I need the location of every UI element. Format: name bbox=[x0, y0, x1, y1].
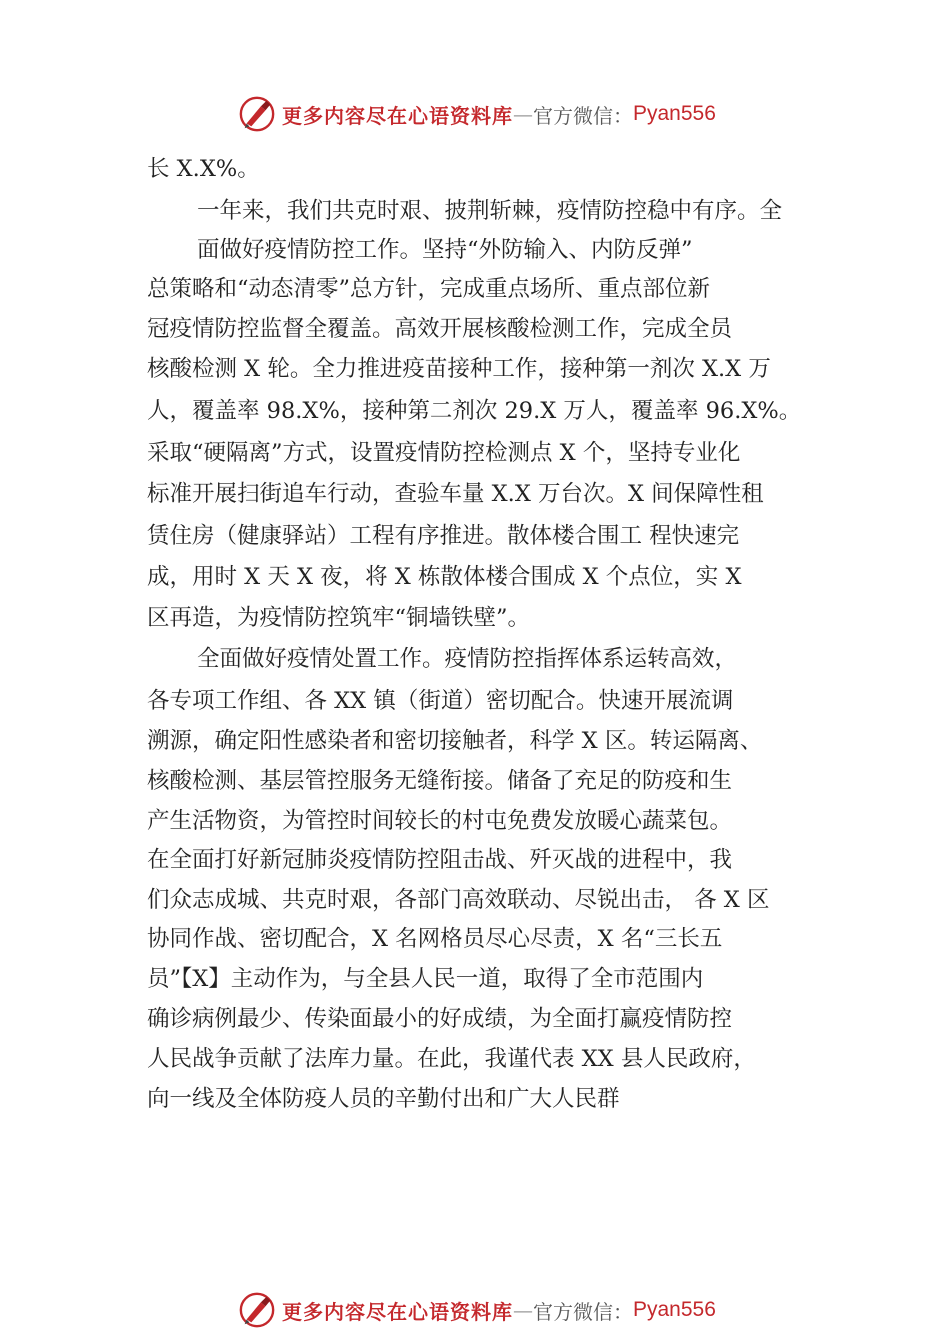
header-wechat-id: Pyan556 bbox=[633, 102, 716, 125]
body-line: 协同作战、密切配合，X 名网格员尽心尽责，X 名“三长五 bbox=[147, 926, 723, 952]
footer-wechat-id: Pyan556 bbox=[633, 1298, 716, 1321]
body-line: 向一线及全体防疫人员的辛勤付出和广大人民群 bbox=[147, 1086, 620, 1112]
header-wechat-label: 官方微信： bbox=[533, 103, 633, 128]
header-separator: — bbox=[513, 102, 533, 126]
footer-banner[interactable] bbox=[238, 1290, 716, 1330]
header-site-text: 更多内容尽在心语资料库 bbox=[282, 103, 513, 128]
body-line: 核酸检测 X 轮。全力推进疫苗接种工作，接种第一剂次 X.X 万 bbox=[147, 356, 771, 382]
body-line: 区再造，为疫情防控筑牢“铜墙铁壁”。 bbox=[147, 605, 531, 631]
body-line: 溯源，确定阳性感染者和密切接触者，科学 X 区。转运隔离、 bbox=[147, 728, 763, 754]
body-line: 标准开展扫街追车行动，查验车量 X.X 万台次。X 间保障性租 bbox=[147, 481, 764, 507]
body-line: 长 X.X%。 bbox=[147, 156, 260, 182]
body-line: 成，用时 X 天 X 夜，将 X 栋散体楼合围成 X 个点位，实 X bbox=[147, 564, 742, 590]
body-line: 赁住房（健康驿站）工程有序推进。散体楼合围工 程快速完 bbox=[147, 523, 740, 549]
body-line: 冠疫情防控监督全覆盖。高效开展核酸检测工作，完成全员 bbox=[147, 316, 733, 342]
body-line: 人民战争贡献了法库力量。在此，我谨代表 XX 县人民政府， bbox=[147, 1046, 756, 1072]
body-line: 采取“硬隔离”方式，设置疫情防控检测点 X 个，坚持专业化 bbox=[147, 440, 741, 466]
body-line: 全面做好疫情处置工作。疫情防控指挥体系运转高效， bbox=[197, 646, 738, 672]
body-line: 在全面打好新冠肺炎疫情防控阻击战、歼灭战的进程中，我 bbox=[147, 847, 733, 873]
body-line: 总策略和“动态清零”总方针，完成重点场所、重点部位新 bbox=[147, 276, 711, 302]
pen-logo-icon bbox=[238, 1291, 276, 1329]
pen-logo-icon bbox=[238, 95, 276, 133]
body-line: 各专项工作组、各 XX 镇（街道）密切配合。快速开展流调 bbox=[147, 688, 734, 714]
footer-site-text: 更多内容尽在心语资料库 bbox=[282, 1299, 513, 1324]
body-line: 确诊病例最少、传染面最小的好成绩，为全面打赢疫情防控 bbox=[147, 1006, 733, 1032]
footer-separator: — bbox=[513, 1298, 533, 1322]
footer-wechat-label: 官方微信： bbox=[533, 1299, 633, 1324]
body-line: 一年来，我们共克时艰、披荆斩棘，疫情防控稳中有序。全 bbox=[197, 198, 783, 224]
body-line: 人，覆盖率 98.X%，接种第二剂次 29.X 万人，覆盖率 96.X%。 bbox=[147, 398, 802, 424]
body-line: 产生活物资，为管控时间较长的村屯免费发放暖心蔬菜包。 bbox=[147, 808, 733, 834]
body-line: 员”【X】主动作为，与全县人民一道，取得了全市范围内 bbox=[147, 966, 704, 992]
body-line: 面做好疫情防控工作。坚持“外防输入、内防反弹” bbox=[197, 237, 693, 263]
header-banner[interactable] bbox=[238, 94, 716, 134]
body-line: 们众志成城、共克时艰，各部门高效联动、尽锐出击， 各 X 区 bbox=[147, 887, 770, 913]
body-line: 核酸检测、基层管控服务无缝衔接。储备了充足的防疫和生 bbox=[147, 768, 733, 794]
